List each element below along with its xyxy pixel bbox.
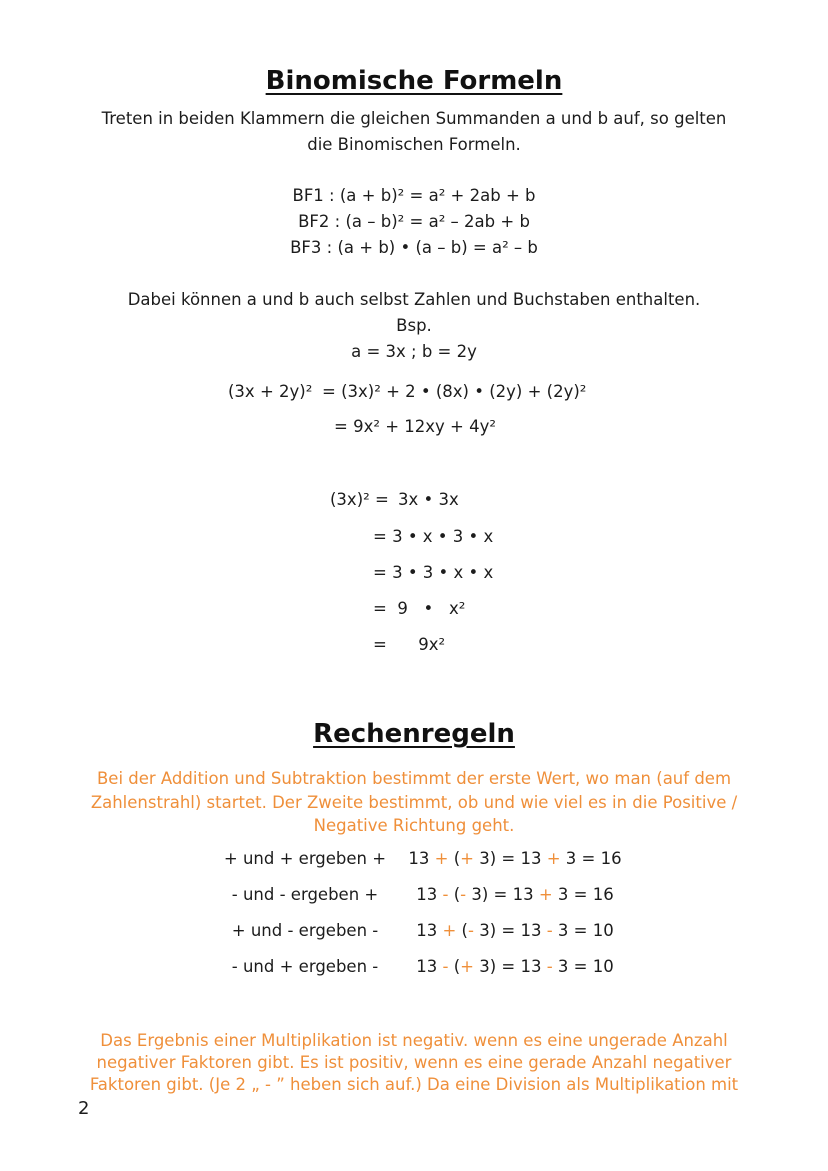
rules-intro-line-1: Bei der Addition und Subtraktion bestimmt der erste Wert, wo man (auf dem: [96, 769, 732, 788]
formula-expression: (a – b)² = a² – 2ab + b: [345, 212, 530, 231]
rule-example: 13 - (- 3) = 13 + 3 = 16: [416, 885, 614, 904]
rules-intro-line-2: Zahlenstrahl) startet. Der Zweite bestimmt, ob und wie viel es in die Positive /: [90, 793, 738, 812]
rule-example: 13 + (+ 3) = 13 + 3 = 16: [408, 849, 622, 868]
example-lhs: (3x + 2y)²: [228, 382, 313, 401]
example-step-1: = (3x)² + 2 • (8x) • (2y) + (2y)²: [322, 382, 587, 401]
rule-text: - und + ergeben -: [231, 957, 379, 976]
square-step: = 3 • x • 3 • x: [373, 527, 494, 546]
rule-example: 13 - (+ 3) = 13 - 3 = 10: [416, 957, 614, 976]
example-values: a = 3x ; b = 2y: [351, 342, 477, 361]
formula-expression: (a + b) • (a – b) = a² – b: [337, 238, 538, 257]
intro-line-1: Treten in beiden Klammern die gleichen Summanden a und b auf, so gelten: [101, 109, 727, 128]
square-step: = 9 • x²: [373, 599, 466, 618]
formula-expression: (a + b)² = a² + 2ab + b: [339, 186, 536, 205]
formula-bf1: [0, 183, 828, 209]
rule-text: - und - ergeben +: [231, 885, 379, 904]
formula-label: BF3 :: [290, 238, 333, 257]
square-rhs: 3x • 3x: [398, 490, 459, 509]
formula-label: BF1 :: [292, 186, 335, 205]
rule-text: + und + ergeben +: [223, 849, 387, 868]
square-step: = 9x²: [373, 635, 446, 654]
note-text: Dabei können a und b auch selbst Zahlen und Buchstaben enthalten.: [127, 290, 701, 309]
square-lhs: (3x)² =: [330, 490, 389, 509]
formula-bf2: [0, 209, 828, 235]
section-title-rechenregeln: Rechenregeln: [313, 719, 515, 749]
multiplication-line-3: Faktoren gibt. (Je 2 „ - ” heben sich auf.) Da eine Division als Multiplikation mit: [89, 1075, 739, 1094]
multiplication-line-1: Das Ergebnis einer Multiplikation ist negativ. wenn es eine ungerade Anzahl: [100, 1031, 728, 1050]
rules-intro-line-3: Negative Richtung geht.: [313, 816, 515, 835]
intro-line-2: die Binomischen Formeln.: [307, 135, 521, 154]
example-label: Bsp.: [396, 316, 432, 335]
section-title-binomische-formeln: Binomische Formeln: [265, 66, 563, 96]
square-step: = 3 • 3 • x • x: [373, 563, 494, 582]
example-step-2: = 9x² + 12xy + 4y²: [334, 417, 496, 436]
rule-text: + und - ergeben -: [231, 921, 379, 940]
page-number: 2: [78, 1098, 90, 1119]
multiplication-line-2: negativer Faktoren gibt. Es ist positiv, wenn es eine gerade Anzahl negativer: [96, 1053, 732, 1072]
formula-label: BF2 :: [298, 212, 341, 231]
formula-bf3: [0, 235, 828, 261]
rule-example: 13 + (- 3) = 13 - 3 = 10: [416, 921, 614, 940]
